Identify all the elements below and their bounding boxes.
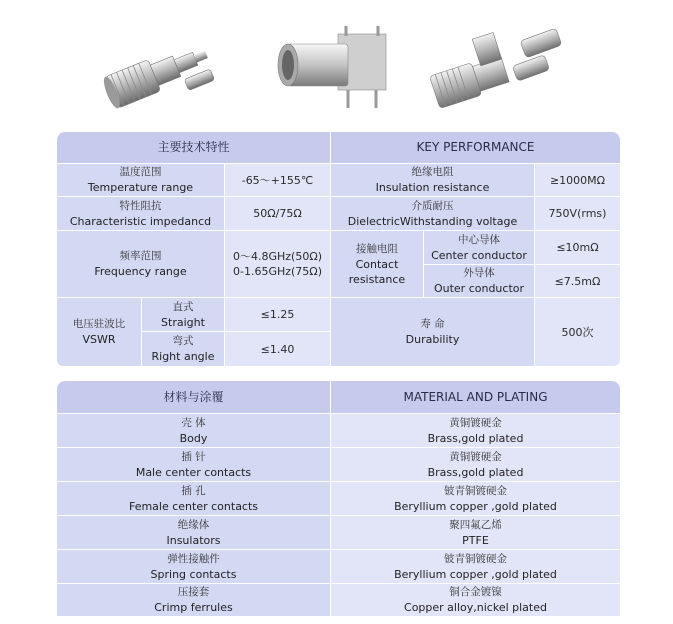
material-row-en: Spring contacts: [150, 567, 237, 581]
material-row-female-contacts-label: [57, 482, 330, 515]
vswr-right-angle-en: Right angle: [151, 350, 215, 363]
dielectric-value: [535, 197, 620, 230]
insulation-label: [331, 164, 534, 196]
insulation-value-text: ≥1000MΩ: [549, 173, 606, 187]
material-row-cn: 壳 体: [181, 416, 206, 429]
material-row-crimp-ferrules-label: [57, 584, 330, 616]
material-row-cn: 弹性接触件: [167, 552, 220, 565]
material-value-cn: 黄铜镀硬金: [449, 450, 502, 463]
material-row-cn: 压接套: [177, 586, 210, 598]
outer-conductor-en: Outer conductor: [433, 282, 525, 295]
performance-header-en: [331, 132, 620, 163]
insulation-label-en: Insulation resistance: [375, 181, 490, 194]
outer-conductor-value: [535, 265, 620, 297]
temperature-label: [57, 164, 224, 196]
contact-resistance-cn: 接触电阻: [356, 242, 398, 255]
impedance-value: [225, 197, 330, 230]
performance-header-cn: [57, 132, 330, 163]
material-value-en: PTFE: [462, 533, 489, 547]
vswr-straight-en: Straight: [161, 315, 205, 329]
impedance-value-text: 50Ω/75Ω: [253, 207, 302, 220]
material-row-male-contacts-value: [331, 448, 620, 481]
vswr-right-angle-label: [142, 332, 224, 366]
frequency-label-cn: 频率范围: [119, 250, 162, 262]
center-conductor-label: [424, 231, 534, 264]
vswr-label-en: VSWR: [82, 333, 116, 346]
material-row-body-label: [57, 414, 330, 447]
temperature-label-en: Temperature range: [87, 181, 194, 194]
straight-crimp-connector-image: [100, 18, 225, 118]
material-row-insulators-value: [331, 516, 620, 549]
durability-label: [331, 298, 534, 366]
vswr-straight-cn: 直式: [172, 300, 194, 313]
frequency-value: [225, 231, 330, 297]
material-header-en-text: MATERIAL AND PLATING: [403, 389, 548, 404]
outer-conductor-label: [424, 265, 534, 297]
material-row-male-contacts-label: [57, 448, 330, 481]
vswr-label-cn: 电压驻波比: [72, 318, 126, 330]
material-header-cn-text: 材料与涂覆: [163, 389, 224, 404]
material-row-en: Female center contacts: [128, 499, 259, 513]
durability-label-cn: 寿 命: [420, 318, 445, 330]
material-header-en: [331, 381, 620, 413]
material-value-cn: 聚四氟乙烯: [449, 518, 502, 531]
material-row-female-contacts-value: [331, 482, 620, 515]
material-value-en: Beryllium copper ,gold plated: [394, 567, 557, 581]
material-row-en: Insulators: [166, 533, 221, 547]
dielectric-label: [331, 197, 534, 230]
material-row-crimp-ferrules-value: [331, 584, 620, 616]
durability-value: [535, 298, 620, 366]
material-value-en: Copper alloy,nickel plated: [404, 601, 547, 614]
frequency-value-50: 0～4.8GHz(50Ω): [232, 250, 323, 263]
material-value-cn: 铍青铜镀硬金: [444, 484, 507, 497]
dielectric-label-en: DielectricWithstanding voltage: [347, 214, 518, 228]
center-conductor-cn: 中心导体: [458, 233, 500, 246]
contact-resistance-label: [331, 231, 423, 297]
material-row-en: Crimp ferrules: [154, 601, 233, 614]
contact-resistance-en2: resistance: [348, 272, 406, 286]
vswr-right-angle-value-text: ≤1.40: [260, 342, 295, 356]
center-conductor-value-text: ≤10mΩ: [556, 241, 599, 254]
outer-conductor-value-text: ≤7.5mΩ: [554, 274, 601, 288]
vswr-straight-value: [225, 298, 330, 331]
vswr-right-angle-value: [225, 332, 330, 366]
material-value-cn: 黄铜镀硬金: [449, 416, 502, 429]
contact-resistance-en1: Contact: [355, 257, 399, 271]
dielectric-value-text: 750V(rms): [548, 207, 607, 220]
insulation-label-cn: 绝缘电阻: [411, 166, 454, 178]
material-value-cn: 铍青铜镀硬金: [444, 552, 507, 565]
material-row-cn: 插 孔: [181, 484, 206, 497]
material-row-insulators-label: [57, 516, 330, 549]
durability-value-text: 500次: [561, 325, 594, 339]
material-value-cn: 铜合金镀镍: [449, 586, 502, 598]
performance-header-cn-text: 主要技术特性: [157, 140, 230, 154]
vswr-straight-label: [142, 298, 224, 331]
material-row-body-value: [331, 414, 620, 447]
material-value-en: Brass,gold plated: [427, 465, 524, 479]
pcb-mount-connector-image: [268, 14, 398, 118]
material-row-en: Body: [179, 431, 208, 445]
durability-label-en: Durability: [405, 333, 460, 346]
impedance-label-cn: 特性阻抗: [119, 199, 162, 212]
frequency-label: [57, 231, 224, 297]
material-value-en: Brass,gold plated: [427, 431, 524, 445]
frequency-value-75: 0-1.65GHz(75Ω): [232, 265, 322, 278]
material-row-cn: 插 针: [181, 450, 206, 463]
vswr-straight-value-text: ≤1.25: [260, 308, 295, 321]
material-row-cn: 绝缘体: [177, 518, 210, 531]
temperature-value: [225, 164, 330, 196]
material-row-spring-contacts-value: [331, 550, 620, 583]
vswr-right-angle-cn: 弯式: [172, 335, 194, 347]
material-row-spring-contacts-label: [57, 550, 330, 583]
temperature-label-cn: 温度范围: [119, 166, 162, 178]
temperature-value-text: -65～+155℃: [241, 173, 314, 187]
dielectric-label-cn: 介质耐压: [411, 199, 454, 212]
center-conductor-en: Center conductor: [431, 248, 527, 262]
material-row-en: Male center contacts: [135, 465, 252, 479]
impedance-label: [57, 197, 224, 230]
right-angle-connector-image: [422, 16, 572, 116]
vswr-label: [57, 298, 141, 366]
performance-header-en-text: KEY PERFORMANCE: [416, 140, 535, 154]
insulation-value: [535, 164, 620, 196]
material-value-en: Beryllium copper ,gold plated: [394, 499, 557, 513]
material-header-cn: [57, 381, 330, 413]
outer-conductor-cn: 外导体: [463, 267, 495, 279]
center-conductor-value: [535, 231, 620, 264]
impedance-label-en: Characteristic impedancd: [69, 214, 212, 228]
frequency-label-en: Frequency range: [94, 265, 187, 278]
